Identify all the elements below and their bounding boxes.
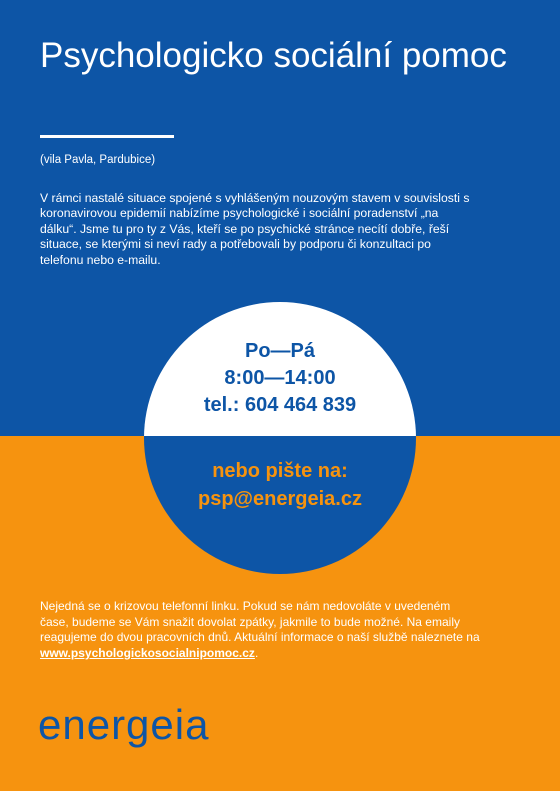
location-subtitle: (vila Pavla, Pardubice)	[40, 154, 156, 166]
notice-end: .	[254, 645, 259, 660]
intro-paragraph: V rámci nastalé situace spojené s vyhlášeným nouzovým stavem v souvislosti s koronavirovou epidemií nabízíme psychologické i sociální poradenství „na dálku“. Jsme tu pro ty z Vás, kteří se po psychické stránce necítí dobře, řeší situace, se kterými si neví rady a potřebovali by podporu či konzultaci po telefonu nebo e-mailu.	[40, 191, 470, 267]
energeia-logo: energeia	[38, 701, 210, 748]
title-underline	[40, 135, 174, 138]
office-time: 8:00—14:00	[224, 367, 336, 389]
page-title: Psychologicko sociální pomoc	[40, 36, 507, 75]
notice-paragraph	[40, 599, 480, 661]
email-block	[144, 457, 416, 513]
office-days: Po—Pá	[244, 340, 316, 362]
email-address[interactable]: psp@energeia.cz	[197, 488, 362, 510]
phone-number[interactable]: tel.: 604 464 839	[203, 394, 357, 416]
office-hours	[144, 338, 416, 419]
website-link[interactable]: www.psychologickosocialnipomoc.cz	[40, 645, 255, 660]
write-label: nebo pište na:	[212, 460, 348, 482]
contact-circle	[144, 302, 416, 574]
notice-text: Nejedná se o krizovou telefonní linku. Pokud se nám nedovoláte v uvedeném čase, budeme se Vám snažit dovolat zpátky, jakmile to bude možné. Na emaily reagujeme do dvou pracovních dnů. Aktuální informace o naší službě naleznete na	[40, 599, 480, 645]
